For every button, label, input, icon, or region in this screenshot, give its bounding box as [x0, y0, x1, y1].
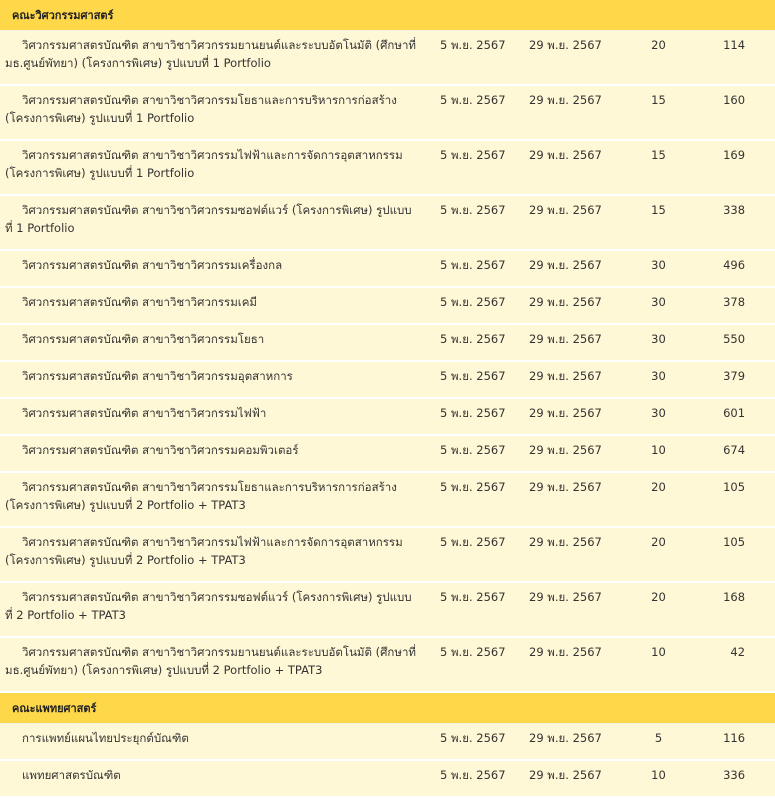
faculty-header-medicine: [0, 692, 775, 724]
faculty-header-engineering: [0, 0, 775, 31]
close-date: 29 พ.ย. 2567: [515, 85, 627, 140]
program-row: [0, 361, 775, 398]
program-row: [0, 435, 775, 472]
open-date: 5 พ.ย. 2567: [425, 472, 515, 527]
close-date: 29 พ.ย. 2567: [515, 760, 627, 797]
program-name: วิศวกรรมศาสตรบัณฑิต สาขาวิชาวิศวกรรมไฟฟ้าและการจัดการอุตสาหกรรม (โครงการพิเศษ) รูปแบบที่ 1 Portfolio: [0, 140, 425, 195]
program-name: วิศวกรรมศาสตรบัณฑิต สาขาวิชาวิศวกรรมโยธา: [0, 324, 425, 361]
applicants-count: 160: [690, 85, 775, 140]
applicants-count: 169: [690, 140, 775, 195]
close-date: 29 พ.ย. 2567: [515, 140, 627, 195]
seats-count: 30: [627, 287, 690, 324]
open-date: 5 พ.ย. 2567: [425, 287, 515, 324]
seats-count: 30: [627, 250, 690, 287]
program-row: [0, 287, 775, 324]
program-name: วิศวกรรมศาสตรบัณฑิต สาขาวิชาวิศวกรรมซอฟต์แวร์ (โครงการพิเศษ) รูปแบบที่ 1 Portfolio: [0, 195, 425, 250]
applicants-count: 42: [690, 637, 775, 692]
seats-count: 30: [627, 324, 690, 361]
applicants-count: 105: [690, 472, 775, 527]
faculty-name: คณะวิศวกรรมศาสตร์: [0, 0, 775, 31]
program-row: [0, 398, 775, 435]
close-date: 29 พ.ย. 2567: [515, 250, 627, 287]
open-date: 5 พ.ย. 2567: [425, 760, 515, 797]
close-date: 29 พ.ย. 2567: [515, 527, 627, 582]
open-date: 5 พ.ย. 2567: [425, 195, 515, 250]
program-row: [0, 724, 775, 761]
seats-count: 10: [627, 760, 690, 797]
program-name: การแพทย์แผนไทยประยุกต์บัณฑิต: [0, 724, 425, 761]
close-date: 29 พ.ย. 2567: [515, 435, 627, 472]
applicants-count: 336: [690, 760, 775, 797]
program-name: แพทยศาสตรบัณฑิต: [0, 760, 425, 797]
seats-count: 15: [627, 140, 690, 195]
close-date: 29 พ.ย. 2567: [515, 637, 627, 692]
program-row: [0, 31, 775, 86]
program-row: [0, 85, 775, 140]
program-name: วิศวกรรมศาสตรบัณฑิต สาขาวิชาวิศวกรรมเคมี: [0, 287, 425, 324]
close-date: 29 พ.ย. 2567: [515, 31, 627, 86]
open-date: 5 พ.ย. 2567: [425, 324, 515, 361]
applicants-count: 105: [690, 527, 775, 582]
program-row: [0, 195, 775, 250]
close-date: 29 พ.ย. 2567: [515, 195, 627, 250]
open-date: 5 พ.ย. 2567: [425, 435, 515, 472]
program-name: วิศวกรรมศาสตรบัณฑิต สาขาวิชาวิศวกรรมอุตสาหการ: [0, 361, 425, 398]
close-date: 29 พ.ย. 2567: [515, 582, 627, 637]
program-name: วิศวกรรมศาสตรบัณฑิต สาขาวิชาวิศวกรรมยานยนต์และระบบอัตโนมัติ (ศึกษาที่ มธ.ศูนย์พัทยา) (โครงการพิเศษ) รูปแบบที่ 1 Portfolio: [0, 31, 425, 86]
seats-count: 5: [627, 724, 690, 761]
seats-count: 20: [627, 582, 690, 637]
program-row: [0, 140, 775, 195]
open-date: 5 พ.ย. 2567: [425, 582, 515, 637]
applicants-count: 550: [690, 324, 775, 361]
open-date: 5 พ.ย. 2567: [425, 31, 515, 86]
open-date: 5 พ.ย. 2567: [425, 527, 515, 582]
close-date: 29 พ.ย. 2567: [515, 287, 627, 324]
program-row: [0, 324, 775, 361]
close-date: 29 พ.ย. 2567: [515, 398, 627, 435]
close-date: 29 พ.ย. 2567: [515, 361, 627, 398]
program-row: [0, 582, 775, 637]
seats-count: 30: [627, 398, 690, 435]
seats-count: 15: [627, 85, 690, 140]
applicants-count: 601: [690, 398, 775, 435]
program-name: วิศวกรรมศาสตรบัณฑิต สาขาวิชาวิศวกรรมไฟฟ้า: [0, 398, 425, 435]
faculty-name: คณะแพทยศาสตร์: [0, 692, 775, 724]
open-date: 5 พ.ย. 2567: [425, 85, 515, 140]
open-date: 5 พ.ย. 2567: [425, 140, 515, 195]
applicants-count: 496: [690, 250, 775, 287]
applicants-count: 114: [690, 31, 775, 86]
applicants-count: 338: [690, 195, 775, 250]
program-name: วิศวกรรมศาสตรบัณฑิต สาขาวิชาวิศวกรรมยานยนต์และระบบอัตโนมัติ (ศึกษาที่ มธ.ศูนย์พัทยา) (โครงการพิเศษ) รูปแบบที่ 2 Portfolio + TPAT3: [0, 637, 425, 692]
seats-count: 15: [627, 195, 690, 250]
applicants-count: 379: [690, 361, 775, 398]
seats-count: 20: [627, 527, 690, 582]
close-date: 29 พ.ย. 2567: [515, 724, 627, 761]
open-date: 5 พ.ย. 2567: [425, 398, 515, 435]
applicants-count: 168: [690, 582, 775, 637]
open-date: 5 พ.ย. 2567: [425, 361, 515, 398]
open-date: 5 พ.ย. 2567: [425, 250, 515, 287]
open-date: 5 พ.ย. 2567: [425, 637, 515, 692]
program-row: [0, 527, 775, 582]
applicants-count: 674: [690, 435, 775, 472]
seats-count: 30: [627, 361, 690, 398]
program-row: [0, 472, 775, 527]
program-name: วิศวกรรมศาสตรบัณฑิต สาขาวิชาวิศวกรรมเครื่องกล: [0, 250, 425, 287]
program-row: [0, 250, 775, 287]
program-row: [0, 760, 775, 797]
seats-count: 10: [627, 637, 690, 692]
program-name: วิศวกรรมศาสตรบัณฑิต สาขาวิชาวิศวกรรมคอมพิวเตอร์: [0, 435, 425, 472]
close-date: 29 พ.ย. 2567: [515, 472, 627, 527]
program-name: วิศวกรรมศาสตรบัณฑิต สาขาวิชาวิศวกรรมซอฟต์แวร์ (โครงการพิเศษ) รูปแบบที่ 2 Portfolio + TPAT3: [0, 582, 425, 637]
applicants-count: 378: [690, 287, 775, 324]
program-name: วิศวกรรมศาสตรบัณฑิต สาขาวิชาวิศวกรรมไฟฟ้าและการจัดการอุตสาหกรรม (โครงการพิเศษ) รูปแบบที่ 2 Portfolio + TPAT3: [0, 527, 425, 582]
close-date: 29 พ.ย. 2567: [515, 324, 627, 361]
applicants-count: 116: [690, 724, 775, 761]
seats-count: 10: [627, 435, 690, 472]
program-name: วิศวกรรมศาสตรบัณฑิต สาขาวิชาวิศวกรรมโยธาและการบริหารการก่อสร้าง (โครงการพิเศษ) รูปแบบที่ 2 Portfolio + TPAT3: [0, 472, 425, 527]
program-row: [0, 637, 775, 692]
seats-count: 20: [627, 31, 690, 86]
program-name: วิศวกรรมศาสตรบัณฑิต สาขาวิชาวิศวกรรมโยธาและการบริหารการก่อสร้าง (โครงการพิเศษ) รูปแบบที่ 1 Portfolio: [0, 85, 425, 140]
seats-count: 20: [627, 472, 690, 527]
open-date: 5 พ.ย. 2567: [425, 724, 515, 761]
